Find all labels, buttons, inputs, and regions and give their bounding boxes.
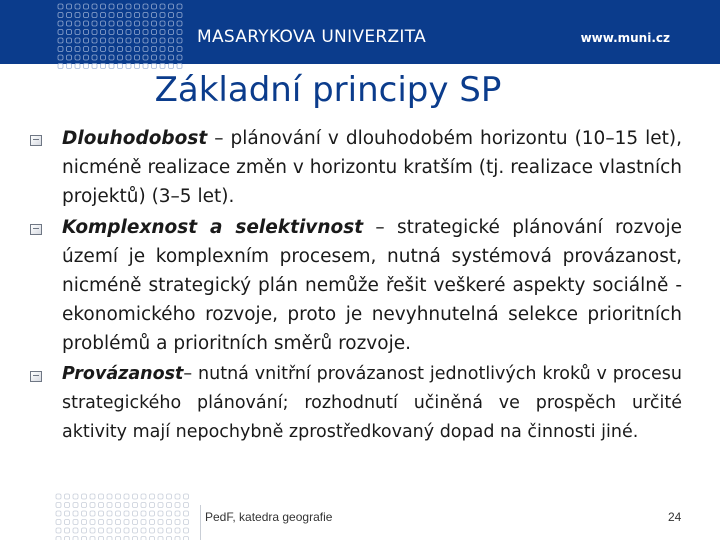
item-term: Dlouhodobost <box>62 128 208 149</box>
bullet-icon <box>30 371 42 382</box>
list-item <box>62 360 682 447</box>
item-text: – nutná vnitřní provázanost jednotlivých kroků v procesu strategického plánování; rozhodnutí učiněná ve prospěch určité aktivity mají nepochybně zprostředkovaný dopad na činnosti jiné. <box>62 364 682 442</box>
list-item <box>62 124 682 211</box>
bullet-list <box>62 124 682 449</box>
bullet-icon <box>30 224 42 235</box>
website-link[interactable]: www.muni.cz <box>580 31 670 45</box>
bullet-icon <box>30 135 42 146</box>
page-number: 24 <box>668 510 682 524</box>
item-term: Provázanost <box>62 364 184 384</box>
slide-title: Základní principy SP <box>154 70 502 110</box>
university-name: MASARYKOVA UNIVERZITA <box>197 27 427 47</box>
item-text: – strategické plánování rozvoje území je komplexním procesem, nutná systémová provázanost, nicméně strategický plán nemůže řešit veškeré aspekty sociálně -ekonomického rozvoje, proto je nevyhnutelná selekce prioritních problémů a prioritních směrů rozvoje. <box>62 217 682 354</box>
list-item <box>62 213 682 358</box>
footer-divider <box>200 505 201 540</box>
footer-text: PedF, katedra geografie <box>205 510 333 524</box>
item-term: Komplexnost a selektivnost <box>62 217 364 238</box>
dot-pattern-bottom <box>52 490 192 540</box>
item-text: – plánování v dlouhodobém horizontu (10–15 let), nicméně realizace změn v horizontu kratším (tj. realizace vlastních projektů) (3–5 let). <box>62 128 682 207</box>
dot-pattern-top <box>0 0 185 80</box>
